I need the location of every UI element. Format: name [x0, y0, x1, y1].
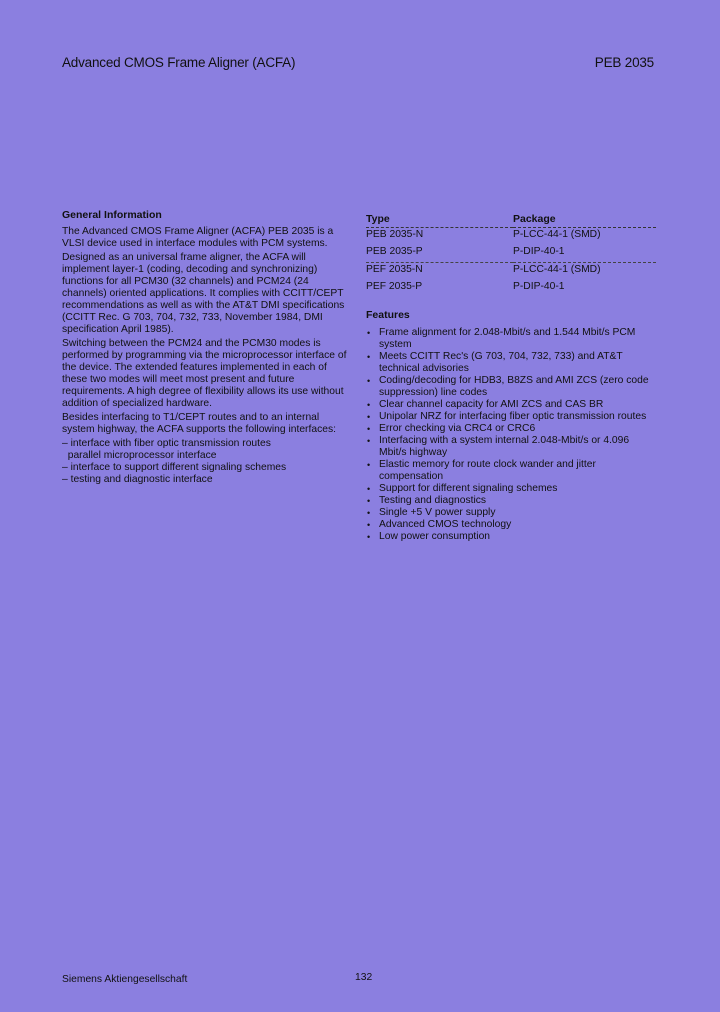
- interface-item: – interface to support different signaling schemes: [62, 462, 287, 473]
- intro-paragraph: The Advanced CMOS Frame Aligner (ACFA) PEB 2035 is a VLSI device used in interface modules with PCM systems.: [62, 226, 334, 249]
- feature-item: • Advanced CMOS technology: [366, 519, 658, 531]
- switching-paragraph: Switching between the PCM24 and the PCM30 modes is performed by programming via the microprocessor interface of the device. The extended features implemented in each of these two modes will meet most present and future requirements. A high degree of flexibility allows its use without addition of specialized hardware.: [62, 338, 347, 409]
- package-cell: P-DIP-40-1: [513, 245, 656, 263]
- interface-item: parallel microprocessor interface: [62, 450, 217, 461]
- feature-item: • Clear channel capacity for AMI ZCS and CAS BR: [366, 399, 658, 411]
- table-row: [366, 263, 656, 281]
- footer-company: Siemens Aktiengesellschaft: [62, 974, 188, 985]
- interface-item: – testing and diagnostic interface: [62, 474, 213, 485]
- type-cell: PEB 2035-N: [366, 229, 424, 240]
- design-paragraph: Designed as an universal frame aligner, the ACFA will implement layer-1 (coding, decoding and synchronizing) functions for all PCM30 (32 channels) and PCM24 (24 channels) oriented applications. It complies with CCITT/CEPT recommendations as well as with the AT&T DMI specifications (CCITT Rec. G 703, 704, 732, 733, November 1984, DMI specification April 1985).: [62, 252, 345, 335]
- general-information-section: [62, 209, 354, 486]
- features-list: [366, 327, 658, 543]
- interface-list: [62, 438, 354, 486]
- type-package-table: [366, 213, 656, 297]
- feature-item: • Frame alignment for 2.048-Mbit/s and 1.544 Mbit/s PCM system: [366, 327, 658, 351]
- feature-item: • Single +5 V power supply: [366, 507, 658, 519]
- ordering-and-features: [366, 213, 658, 543]
- page-number: 132: [355, 972, 373, 983]
- type-cell: PEB 2035-P: [366, 245, 513, 263]
- feature-item: • Support for different signaling schemes: [366, 483, 658, 495]
- feature-item: • Error checking via CRC4 or CRC6: [366, 423, 658, 435]
- package-cell: P-LCC-44-1 (SMD): [513, 229, 601, 240]
- feature-item: • Meets CCITT Rec's (G 703, 704, 732, 733) and AT&T technical advisories: [366, 351, 658, 375]
- feature-item: • Testing and diagnostics: [366, 495, 658, 507]
- table-row: [366, 280, 656, 297]
- table-row: [366, 228, 656, 246]
- feature-item: • Low power consumption: [366, 531, 658, 543]
- feature-item: • Unipolar NRZ for interfacing fiber optic transmission routes: [366, 411, 658, 423]
- package-column-header: Package: [513, 213, 656, 228]
- part-number: PEB 2035: [594, 55, 654, 70]
- feature-item: • Coding/decoding for HDB3, B8ZS and AMI ZCS (zero code suppression) line codes: [366, 375, 658, 399]
- general-information-heading: General Information: [62, 209, 162, 221]
- package-cell: P-DIP-40-1: [513, 281, 565, 292]
- interface-item: – interface with fiber optic transmission routes: [62, 438, 271, 449]
- type-column-header: Type: [366, 213, 513, 228]
- type-cell: PEF 2035-N: [366, 264, 423, 275]
- package-cell: P-LCC-44-1 (SMD): [513, 264, 601, 275]
- document-title: Advanced CMOS Frame Aligner (ACFA): [62, 55, 296, 70]
- interfaces-paragraph: Besides interfacing to T1/CEPT routes and to an internal system highway, the ACFA supports the following interfaces:: [62, 412, 336, 435]
- feature-item: • Interfacing with a system internal 2.048-Mbit/s or 4.096 Mbit/s highway: [366, 435, 658, 459]
- table-row: [366, 245, 656, 263]
- features-heading: Features: [366, 309, 410, 321]
- feature-item: • Elastic memory for route clock wander and jitter compensation: [366, 459, 658, 483]
- type-cell: PEF 2035-P: [366, 281, 423, 292]
